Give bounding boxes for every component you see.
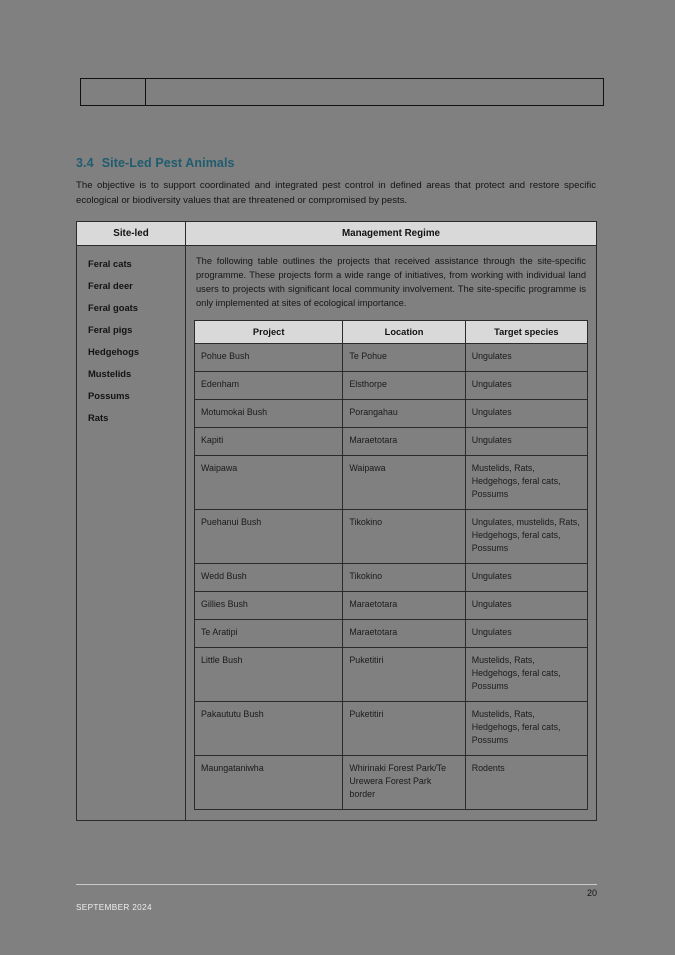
cell-project: Puehanui Bush — [195, 510, 343, 564]
cell-target-species: Ungulates — [465, 564, 587, 592]
list-item: Possums — [88, 390, 130, 401]
table-header-row — [77, 222, 597, 246]
site-led-table — [76, 221, 597, 821]
cell-target-species: Ungulates — [465, 620, 587, 648]
list-item: Feral deer — [88, 280, 133, 291]
cell-location: Tikokino — [343, 510, 465, 564]
list-item: Feral cats — [88, 258, 132, 269]
continued-table-fragment — [80, 78, 604, 106]
cell-project: Wedd Bush — [195, 564, 343, 592]
cell-location: Tikokino — [343, 564, 465, 592]
list-item: Hedgehogs — [88, 346, 140, 357]
table-row — [195, 456, 588, 510]
cell-location: Puketitiri — [343, 702, 465, 756]
table-row — [195, 592, 588, 620]
site-led-pest-cell — [77, 246, 186, 821]
section-paragraph: The objective is to support coordinated and integrated pest control in defined areas that protect and restore specific ecological or biodiversity values that are threatened or compromised by pests. — [76, 180, 596, 206]
table-row — [195, 372, 588, 400]
management-regime-cell — [186, 246, 597, 821]
section-heading — [76, 156, 600, 170]
column-header-management-regime: Management Regime — [186, 222, 597, 246]
column-header-project: Project — [195, 321, 343, 344]
cell-target-species: Ungulates, mustelids, Rats, Hedgehogs, feral cats, Possums — [465, 510, 587, 564]
page-number: 20 — [586, 888, 597, 898]
cell-project: Maungataniwha — [195, 756, 343, 810]
cell-target-species: Mustelids, Rats, Hedgehogs, feral cats, Possums — [465, 648, 587, 702]
list-item: Feral goats — [88, 302, 139, 313]
projects-table — [194, 320, 588, 810]
cell-project: Pakaututu Bush — [195, 702, 343, 756]
section-title: Site-Led Pest Animals — [101, 156, 235, 170]
cell-project: Little Bush — [195, 648, 343, 702]
column-header-location: Location — [343, 321, 465, 344]
list-item: Feral pigs — [88, 324, 133, 335]
fragment-cell-right — [146, 79, 604, 106]
cell-project: Edenham — [195, 372, 343, 400]
fragment-cell-left — [81, 79, 146, 106]
cell-project: Pohue Bush — [195, 344, 343, 372]
table-row — [195, 510, 588, 564]
table-row — [195, 428, 588, 456]
table-row — [195, 344, 588, 372]
cell-target-species: Rodents — [465, 756, 587, 810]
table-row — [195, 400, 588, 428]
cell-target-species: Mustelids, Rats, Hedgehogs, feral cats, Possums — [465, 456, 587, 510]
table-header-row — [195, 321, 588, 344]
cell-project: Motumokai Bush — [195, 400, 343, 428]
cell-target-species: Mustelids, Rats, Hedgehogs, feral cats, Possums — [465, 702, 587, 756]
column-header-target-species: Target species — [465, 321, 587, 344]
cell-location: Waipawa — [343, 456, 465, 510]
table-row — [77, 246, 597, 821]
cell-target-species: Ungulates — [465, 428, 587, 456]
cell-target-species: Ungulates — [465, 592, 587, 620]
cell-project: Waipawa — [195, 456, 343, 510]
list-item: Rats — [88, 412, 109, 423]
cell-location: Whirinaki Forest Park/Te Urewera Forest Park border — [343, 756, 465, 810]
table-row — [195, 702, 588, 756]
list-item: Mustelids — [88, 368, 132, 379]
table-row — [81, 79, 604, 106]
table-row — [195, 564, 588, 592]
cell-target-species: Ungulates — [465, 344, 587, 372]
footer-date: SEPTEMBER 2024 — [76, 903, 152, 912]
cell-target-species: Ungulates — [465, 372, 587, 400]
regime-paragraph: The following table outlines the projects that received assistance through the site-specific programme. These projects form a wide range of initiatives, from working with individual land users to projects with significant local community involvement. The site-specific programme is only implemented at sites of ecological importance. — [196, 256, 586, 308]
pest-species-list — [85, 253, 177, 429]
column-header-site-led: Site-led — [77, 222, 186, 246]
cell-target-species: Ungulates — [465, 400, 587, 428]
page-content — [76, 78, 600, 821]
table-row — [195, 756, 588, 810]
cell-project: Te Aratipi — [195, 620, 343, 648]
cell-project: Kapiti — [195, 428, 343, 456]
cell-location: Puketitiri — [343, 648, 465, 702]
table-row — [195, 648, 588, 702]
cell-location: Maraetotara — [343, 428, 465, 456]
footer-divider — [76, 884, 597, 885]
cell-location: Porangahau — [343, 400, 465, 428]
cell-project: Gillies Bush — [195, 592, 343, 620]
cell-location: Maraetotara — [343, 620, 465, 648]
cell-location: Elsthorpe — [343, 372, 465, 400]
cell-location: Maraetotara — [343, 592, 465, 620]
section-number: 3.4 — [76, 156, 94, 170]
cell-location: Te Pohue — [343, 344, 465, 372]
table-row — [195, 620, 588, 648]
